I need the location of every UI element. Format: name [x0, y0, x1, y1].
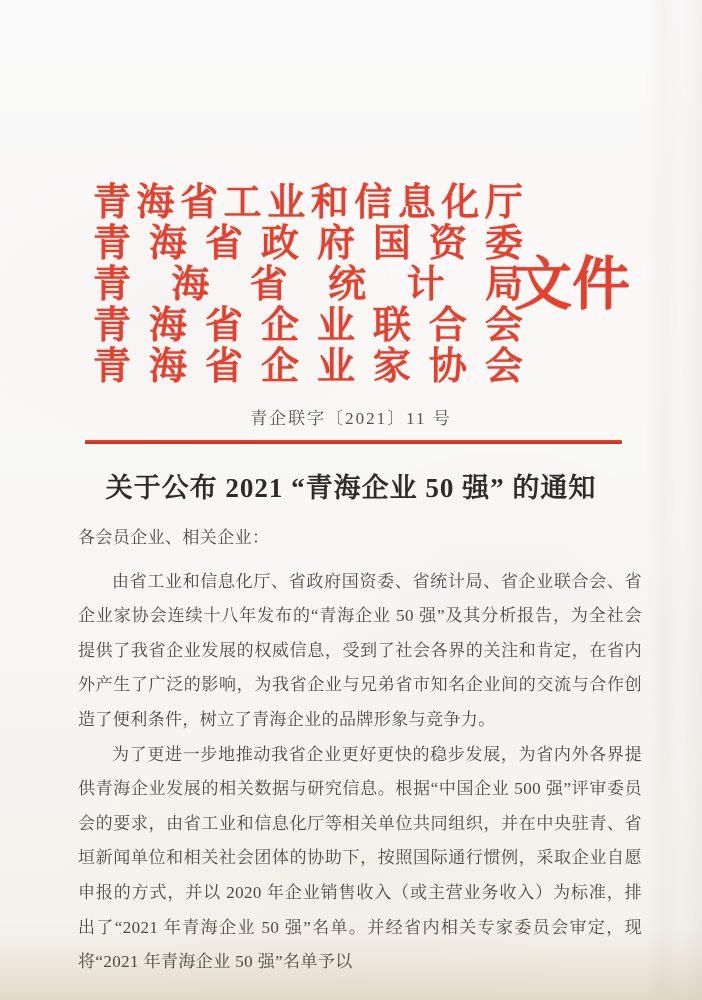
- letterhead-char: 息: [397, 182, 436, 224]
- letterhead-char: 化: [441, 182, 480, 224]
- letterhead-char: 省: [180, 182, 219, 224]
- letterhead-char: 海: [136, 182, 175, 224]
- letterhead-char: 青: [93, 346, 132, 388]
- letterhead-char: 省: [204, 223, 243, 265]
- org-line-statistics-bureau: [93, 265, 523, 306]
- letterhead-char: 文: [514, 252, 573, 317]
- letterhead-char: 府: [316, 223, 355, 265]
- letterhead-char: 省: [249, 264, 288, 306]
- letterhead-char: 合: [428, 305, 467, 347]
- letterhead-char: 青: [93, 305, 132, 347]
- letterhead-char: 委: [484, 223, 523, 265]
- letterhead-char: 联: [372, 305, 411, 347]
- red-divider-line: [85, 440, 622, 444]
- letterhead-document-word: [514, 252, 631, 317]
- org-line-sasac: [93, 224, 523, 265]
- letterhead-char: 工: [223, 182, 262, 224]
- letterhead-char: 会: [484, 305, 523, 347]
- letterhead-char: 协: [428, 346, 467, 388]
- letterhead-char: 业: [267, 182, 306, 224]
- letterhead-char: 计: [406, 264, 445, 306]
- document-title: 关于公布 2021 “青海企业 50 强” 的通知: [105, 473, 597, 503]
- letterhead-char: 海: [171, 264, 210, 306]
- reference-number: 青企联字〔2021〕11 号: [250, 409, 452, 428]
- letterhead-char: 海: [148, 223, 187, 265]
- letterhead-char: 政: [260, 223, 299, 265]
- letterhead-char: 家: [372, 346, 411, 388]
- letterhead-issuing-orgs: [93, 183, 523, 388]
- letterhead-char: 省: [204, 305, 243, 347]
- document-body: [78, 521, 642, 980]
- letterhead-char: 信: [354, 182, 393, 224]
- letterhead-char: 青: [93, 264, 132, 306]
- body-paragraph-1: 由省工业和信息化厅、省政府国资委、省统计局、省企业联合会、省企业家协会连续十八年发布的“青海企业 50 强”及其分析报告，为全社会提供了我省企业发展的权威信息，受到了社会各界的关注和肯定，在省内外产生了广泛的影响，为我省企业与兄弟省市知名企业间的交流与合作创造了便利条件，树立了青海企业的品牌形象与竞争力。: [78, 571, 642, 729]
- letterhead-char: 青: [93, 182, 132, 224]
- letterhead-char: 局: [484, 264, 523, 306]
- org-line-industry-it-dept: [93, 183, 523, 224]
- letterhead-char: 海: [148, 346, 187, 388]
- letterhead-char: 厅: [484, 182, 523, 224]
- letterhead-char: 业: [316, 305, 355, 347]
- letterhead-char: 和: [310, 182, 349, 224]
- letterhead-char: 企: [260, 346, 299, 388]
- body-paragraph-2: 为了更进一步地推动我省企业更好更快的稳步发展，为省内外各界提供青海企业发展的相关数据与研究信息。根据“中国企业 500 强”评审委员会的要求，由省工业和信息化厅等相关单位共同组织，并在中央驻青、省垣新闻单位和相关社会团体的协助下，按照国际通行惯例，采取企业自愿申报的方式，并以 2020 年企业销售收入（或主营业务收入）为标准，排出了“2021 年青海企业 50 强”名单。并经省内相关专家委员会审定，现将“2021 年青海企业 50 强”名单予以: [78, 744, 642, 972]
- letterhead-char: 青: [93, 223, 132, 265]
- letterhead-char: 企: [260, 305, 299, 347]
- letterhead-char: 海: [148, 305, 187, 347]
- letterhead-char: 件: [572, 252, 631, 317]
- org-line-entrepreneurs-association: [93, 347, 523, 388]
- letterhead-char: 会: [484, 346, 523, 388]
- org-line-enterprise-confederation: [93, 306, 523, 347]
- letterhead-char: 国: [372, 223, 411, 265]
- letterhead-char: 业: [316, 346, 355, 388]
- letterhead-char: 省: [204, 346, 243, 388]
- letterhead-char: 资: [428, 223, 467, 265]
- letterhead-char: 统: [328, 264, 367, 306]
- salutation: 各会员企业、相关企业：: [78, 528, 270, 547]
